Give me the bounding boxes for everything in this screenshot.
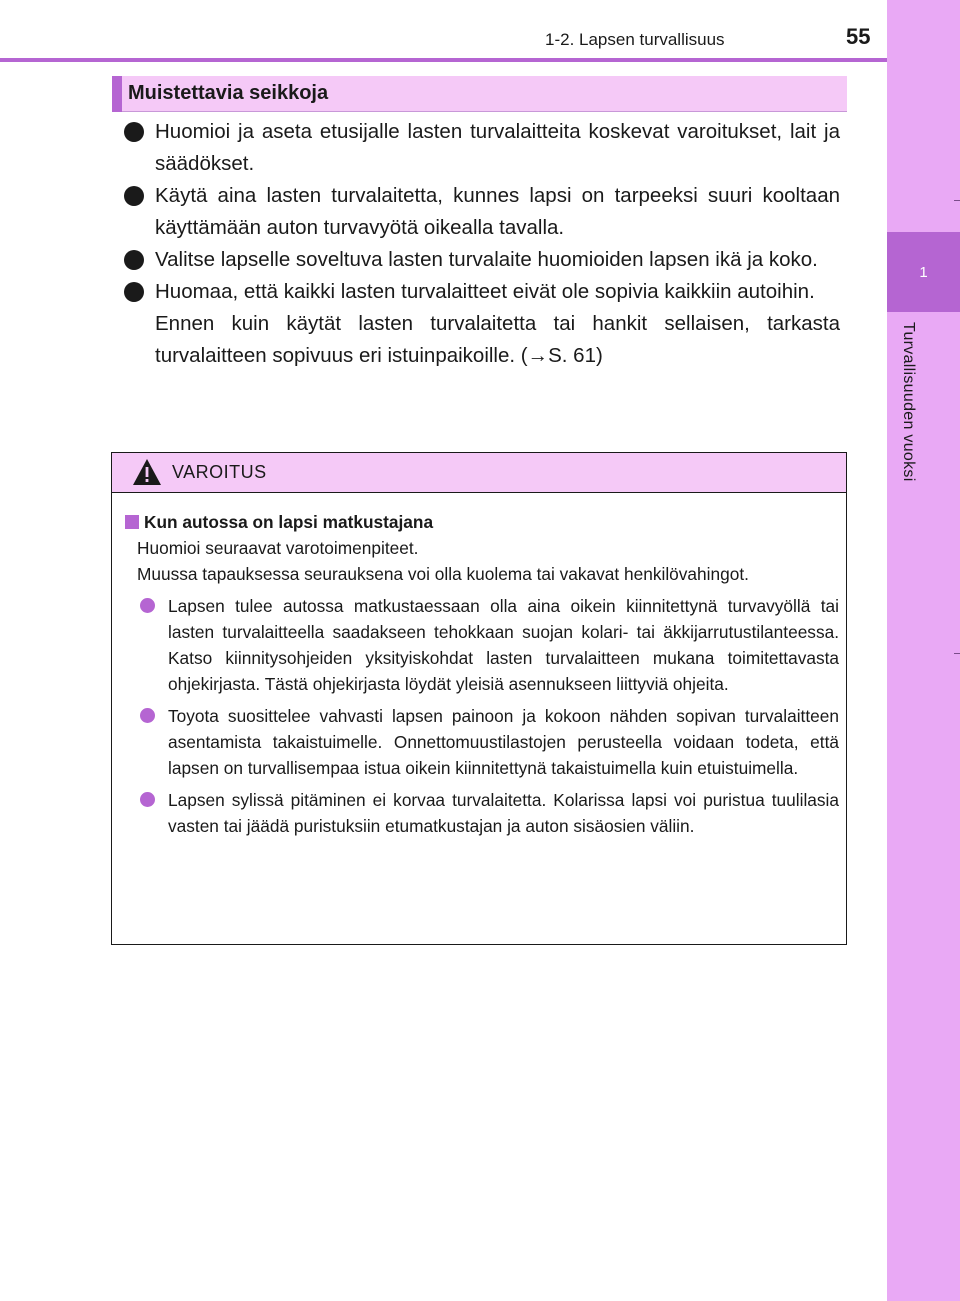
warning-item-text: Lapsen tulee autossa matkustaessaan olla aina oikein kiinnitettynä turvavyöllä tai lasten turvalaitteella saadakseen tehokkaan suojan kolari- tai äkkijarrutustilanteessa. Katso kiinnitysohjeiden yksityiskohdat lasten turvalaitteen mukana toimitettavasta ohjekirjasta. Tästä ohjekirjasta löydät yleisiä asennukseen liittyviä ohjeita. bbox=[168, 596, 839, 694]
list-item bbox=[124, 244, 840, 276]
list-item bbox=[125, 593, 839, 697]
remember-heading: Muistettavia seikkoja bbox=[128, 82, 329, 104]
warning-item-list bbox=[125, 593, 839, 839]
side-tick-mark bbox=[954, 653, 960, 654]
warning-triangle-icon bbox=[132, 458, 162, 486]
bullet-dot-icon bbox=[124, 282, 144, 302]
chapter-number-tab[interactable] bbox=[887, 232, 960, 312]
bullet-text: Valitse lapselle soveltuva lasten turvalaite huomioiden lapsen ikä ja koko. bbox=[155, 248, 818, 271]
square-bullet-icon bbox=[125, 515, 139, 529]
bullet-text: Huomioi ja aseta etusijalle lasten turvalaitteita koskevat varoitukset, lait ja säädökset. bbox=[155, 120, 840, 175]
header-rule bbox=[0, 58, 887, 62]
bullet-dot-icon bbox=[140, 708, 155, 723]
side-tick-mark bbox=[954, 200, 960, 201]
bullet-continuation-text: Ennen kuin käytät lasten turvalaitetta tai hankit sellaisen, tarkasta turvalaitteen sopivuus eri istuinpaikoille. (→S. 61) bbox=[155, 312, 840, 367]
warning-intro-line: Muussa tapauksessa seurauksena voi olla kuolema tai vakavat henkilövahingot. bbox=[137, 564, 749, 584]
side-tab-strip bbox=[887, 0, 960, 1301]
warning-header bbox=[112, 453, 846, 493]
remember-heading-box bbox=[112, 76, 847, 112]
heading-accent-bar bbox=[112, 76, 122, 112]
bullet-dot-icon bbox=[124, 186, 144, 206]
warning-box bbox=[111, 452, 847, 945]
bullet-dot-icon bbox=[124, 250, 144, 270]
warning-body bbox=[125, 509, 839, 845]
remember-bullet-list bbox=[124, 116, 840, 372]
list-item bbox=[124, 276, 840, 372]
warning-intro bbox=[125, 535, 839, 587]
section-title: 1-2. Lapsen turvallisuus bbox=[545, 30, 725, 49]
bullet-text: Huomaa, että kaikki lasten turvalaitteet eivät ole sopivia kaikkiin autoihin. bbox=[155, 280, 815, 303]
warning-item-text: Toyota suosittelee vahvasti lapsen painoon ja kokoon nähden sopivan turvalaitteen asentamista takaistuimelle. Onnettomuustilastojen perusteella voidaan todeta, että lapsen on turvallisempaa istua oikein kiinnitettynä takaistuimella kuin etuistuimella. bbox=[168, 706, 839, 778]
warning-subtitle-text: Kun autossa on lapsi matkustajana bbox=[144, 512, 434, 532]
page-number: 55 bbox=[846, 24, 871, 49]
list-item bbox=[125, 703, 839, 781]
chapter-title: Turvallisuuden vuoksi bbox=[900, 322, 917, 482]
bullet-dot-icon bbox=[140, 598, 155, 613]
bullet-dot-icon bbox=[124, 122, 144, 142]
warning-subtitle bbox=[125, 509, 839, 535]
bullet-text: Käytä aina lasten turvalaitetta, kunnes lapsi on tarpeeksi suuri kooltaan käyttämään auton turvavyötä oikealla tavalla. bbox=[155, 184, 840, 239]
warning-item-text: Lapsen sylissä pitäminen ei korvaa turvalaitetta. Kolarissa lapsi voi puristua tuulilasia vasten tai jäädä puristuksiin etumatkustajan ja auton sisäosien väliin. bbox=[168, 790, 839, 836]
chapter-number: 1 bbox=[919, 263, 928, 281]
list-item bbox=[124, 180, 840, 244]
bullet-dot-icon bbox=[140, 792, 155, 807]
list-item bbox=[124, 116, 840, 180]
warning-intro-line: Huomioi seuraavat varotoimenpiteet. bbox=[137, 538, 419, 558]
list-item bbox=[125, 787, 839, 839]
warning-label: VAROITUS bbox=[172, 462, 267, 482]
